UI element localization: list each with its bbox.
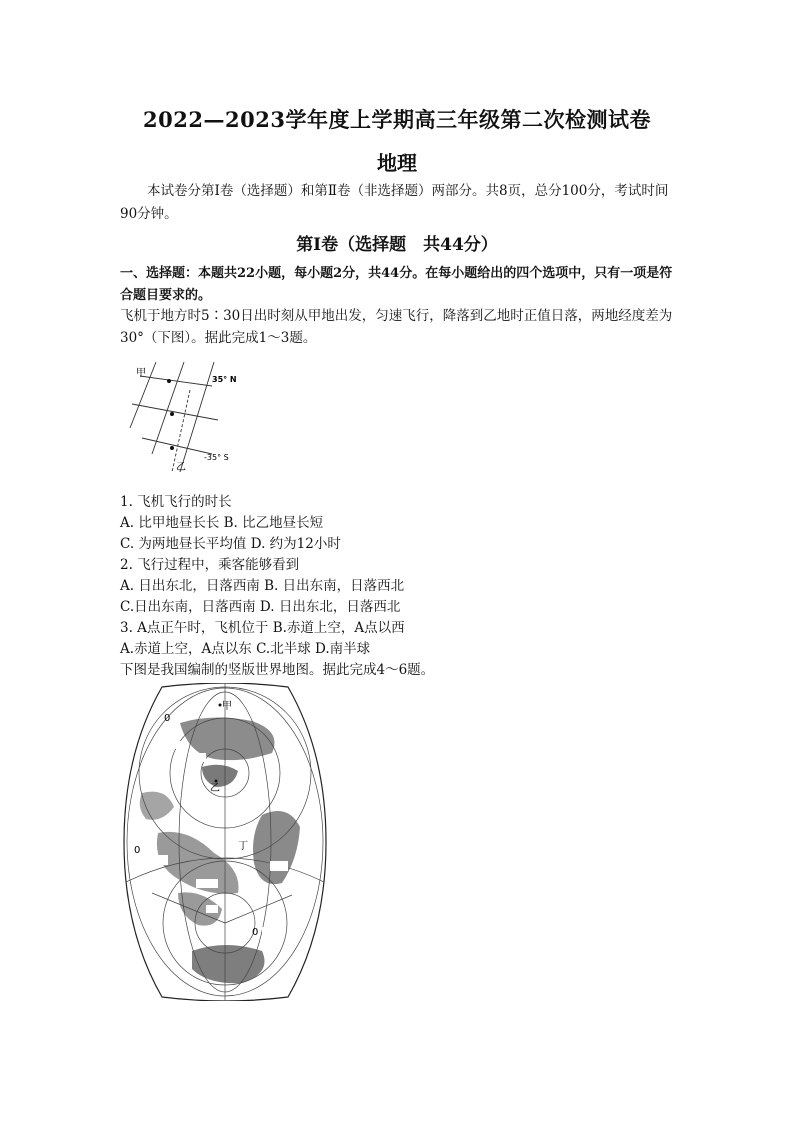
point-jia — [167, 379, 171, 383]
map-point-yi — [215, 780, 218, 783]
flight-path-dashed — [172, 390, 190, 472]
map-label-box — [196, 879, 218, 888]
map-label-box — [262, 927, 278, 936]
map-label-yi: 乙 — [210, 783, 220, 794]
map-label-box — [188, 753, 206, 762]
map-label-box — [170, 741, 184, 749]
point-yi — [170, 446, 174, 450]
q1-stem: 1. 飞机飞行的时长 — [120, 494, 232, 510]
subject-title: 地理 — [377, 151, 417, 175]
map-label-ding: 丁 — [238, 841, 248, 852]
map-point-jia — [219, 704, 222, 707]
vertical-world-map — [122, 683, 328, 1001]
flight-route-figure — [128, 360, 248, 478]
q2-stem: 2. 飞行过程中，乘客能够看到 — [120, 557, 300, 573]
q3-stem: 3. A点正午时，飞机位于 B.赤道上空，A点以西 — [120, 620, 405, 636]
q1-options-ab: A. 比甲地昼长长 B. 比乙地昼长短 — [120, 515, 324, 531]
question-group-2-stem: 下图是我国编制的竖版世界地图。据此完成4～6题。 — [120, 662, 435, 678]
map-label-box — [146, 855, 168, 865]
label-35s: -35° S — [204, 453, 229, 462]
label-35n: 35° N — [212, 375, 237, 384]
section-heading: 第Ⅰ卷（选择题 共44分） — [296, 235, 498, 255]
map-label-zero-top: 0 — [164, 713, 171, 724]
label-yi: 乙 — [176, 462, 186, 473]
exam-intro: 本试卷分第Ⅰ卷（选择题）和第Ⅱ卷（非选择题）两部分。共8页，总分100分，考试时间90分钟。 — [120, 183, 669, 222]
question-group-1-stem: 飞机于地方时5∶30日出时刻从甲地出发，匀速飞行，降落到乙地时正值日落，两地经度差为30°（下图）。据此完成1～3题。 — [120, 308, 673, 346]
point-a — [170, 412, 174, 416]
q2-options-cd: C.日出东南，日落西南 D. 日出东北，日落西北 — [120, 599, 401, 615]
q2-options-ab: A. 日出东北，日落西南 B. 日出东南，日落西北 — [120, 578, 405, 594]
map-label-jia: 甲 — [222, 701, 232, 712]
q3-options: A.赤道上空，A点以东 C.北半球 D.南半球 — [120, 641, 371, 657]
label-jia: 甲 — [136, 368, 146, 379]
q1-options-cd: C. 为两地昼长平均值 D. 约为12小时 — [120, 536, 341, 552]
map-label-box — [270, 861, 288, 871]
map-label-zero-left: 0 — [134, 845, 141, 856]
parallel-line-middle — [132, 404, 218, 420]
section-instruction: 一、选择题：本题共22小题，每小题2分，共44分。在每小题给出的四个选项中，只有一项是符合题目要求的。 — [120, 266, 673, 303]
map-label-zero-south: 0 — [252, 927, 259, 938]
exam-title: 2022—2023学年度上学期高三年级第二次检测试卷 — [143, 107, 651, 132]
map-label-box — [206, 905, 218, 913]
